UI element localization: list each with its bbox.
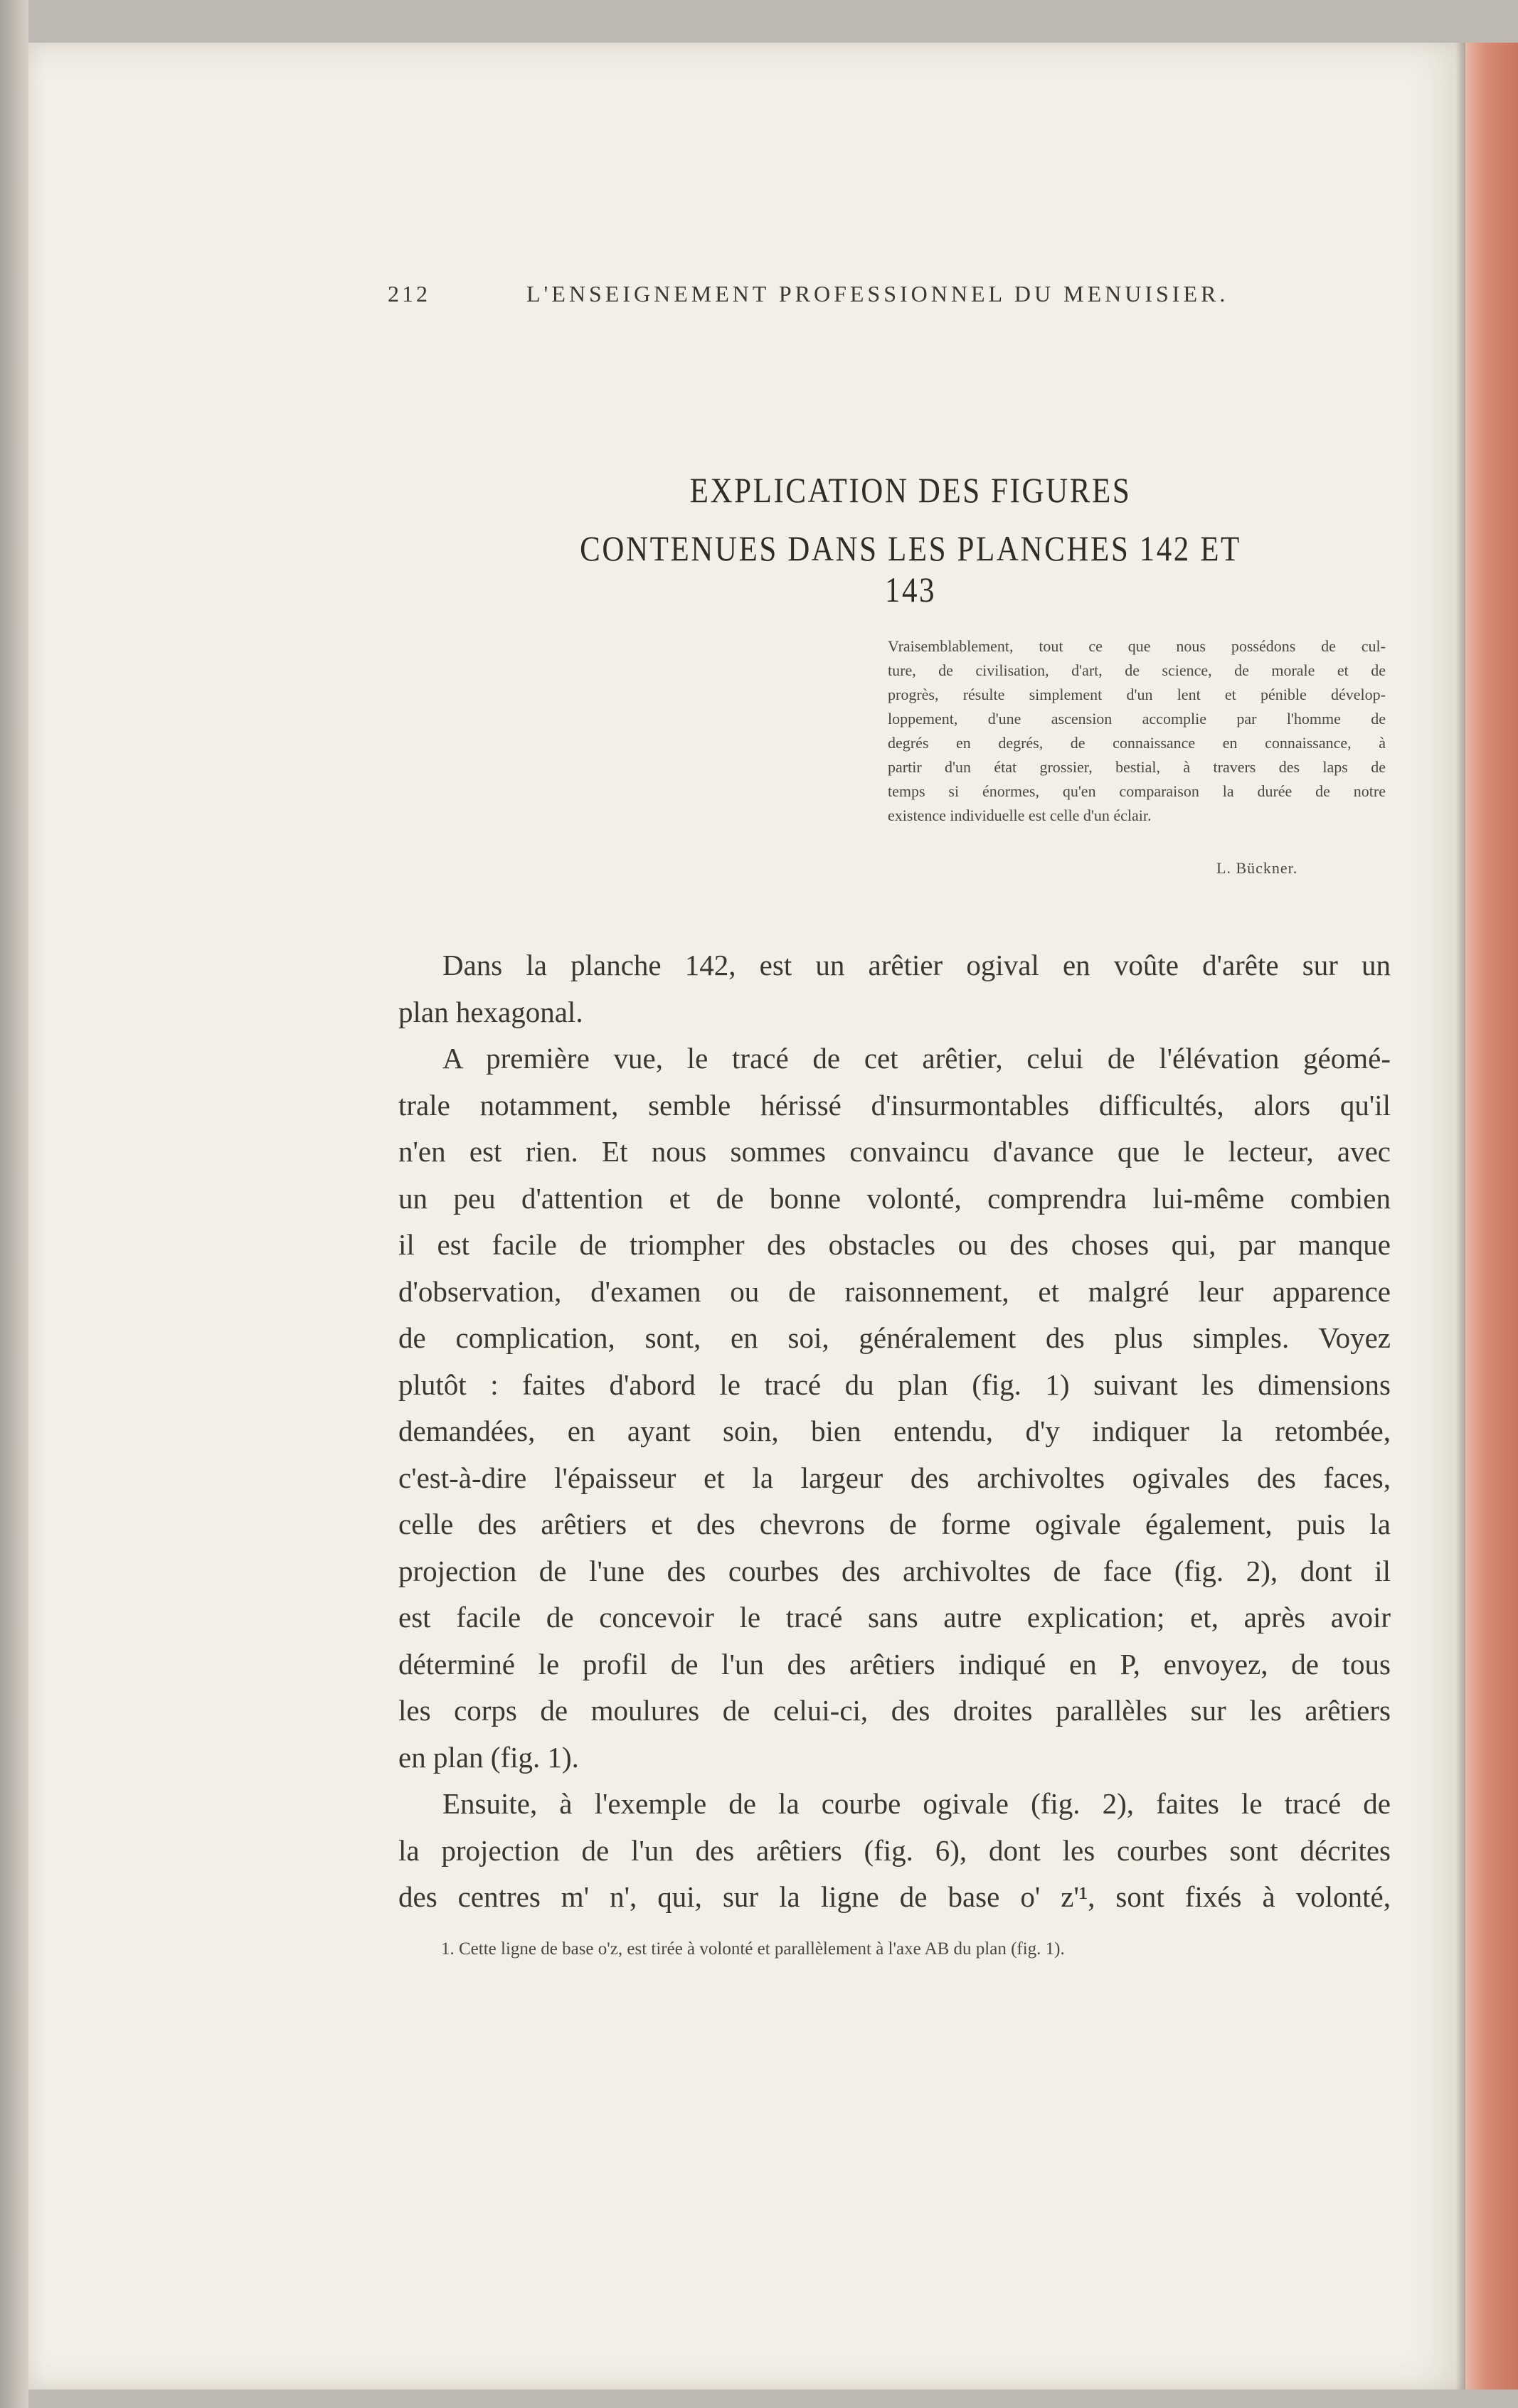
body-line: déterminé le profil de l'un des arêtiers indiqué en P, envoyez, de tous <box>398 1647 1391 1680</box>
body-line: celle des arêtiers et des chevrons de forme ogivale également, puis la <box>398 1508 1391 1540</box>
body-line: il est facile de triompher des obstacles ou des choses qui, par manque <box>398 1228 1391 1261</box>
body-line: la projection de l'un des arêtiers (fig. 6), dont les courbes sont décrites <box>398 1833 1391 1867</box>
body-text <box>398 942 1391 1921</box>
scan-left-edge <box>0 0 28 2408</box>
epigraph-line: temps si énormes, qu'en comparaison la durée de notre <box>888 782 1386 800</box>
body-line: des centres m' n', qui, sur la ligne de base o' z'¹, sont fixés à volonté, <box>398 1880 1391 1913</box>
running-title: L'ENSEIGNEMENT PROFESSIONNEL DU MENUISIER. <box>526 281 1229 307</box>
body-line: A première vue, le tracé de cet arêtier, celui de l'élévation géomé- <box>442 1042 1391 1075</box>
page-number: 212 <box>388 281 430 307</box>
body-line: d'observation, d'examen ou de raisonnement, et malgré leur apparence <box>398 1274 1391 1308</box>
body-line: n'en est rien. Et nous sommes convaincu d'avance que le lecteur, avec <box>398 1135 1391 1168</box>
body-line: trale notamment, semble hérissé d'insurmontables difficultés, alors qu'il <box>398 1088 1391 1122</box>
epigraph-author: L. Bückner. <box>1216 859 1298 877</box>
epigraph-line: ture, de civilisation, d'art, de science, de morale et de <box>888 661 1386 679</box>
epigraph <box>888 634 1386 828</box>
epigraph-line: Vraisemblablement, tout ce que nous possédons de cul- <box>888 637 1386 655</box>
body-line: est facile de concevoir le tracé sans autre explication; et, après avoir <box>398 1601 1391 1634</box>
epigraph-line: progrès, résulte simplement d'un lent et pénible dévelop- <box>888 686 1386 703</box>
epigraph-line: partir d'un état grossier, bestial, à travers des laps de <box>888 758 1386 776</box>
epigraph-line: existence individuelle est celle d'un éclair. <box>888 806 1152 824</box>
body-line: Dans la planche 142, est un arêtier ogival en voûte d'arête sur un <box>442 949 1391 981</box>
body-line: un peu d'attention et de bonne volonté, comprendra lui-même combien <box>398 1181 1391 1215</box>
body-line: c'est-à-dire l'épaisseur et la largeur des archivoltes ogivales des faces, <box>398 1461 1391 1494</box>
body-line: plan hexagonal. <box>398 995 583 1028</box>
epigraph-line: loppement, d'une ascension accomplie par l'homme de <box>888 710 1386 728</box>
body-line: Ensuite, à l'exemple de la courbe ogivale (fig. 2), faites le tracé de <box>442 1787 1391 1820</box>
section-title-line-1: EXPLICATION DES FIGURES <box>689 470 1132 510</box>
section-title-line-2: CONTENUES DANS LES PLANCHES 142 ET 143 <box>580 528 1241 609</box>
body-line: les corps de moulures de celui-ci, des droites parallèles sur les arêtiers <box>398 1694 1391 1727</box>
body-line: plutôt : faites d'abord le tracé du plan (fig. 1) suivant les dimensions <box>398 1368 1391 1401</box>
page-gutter-shadow <box>1455 43 1465 2390</box>
footnote: 1. Cette ligne de base o'z, est tirée à volonté et parallèlement à l'axe AB du plan (fig. 1). <box>441 1939 1065 1959</box>
body-line: demandées, en ayant soin, bien entendu, d'y indiquer la retombée, <box>398 1415 1391 1447</box>
epigraph-line: degrés en degrés, de connaissance en connaissance, à <box>888 734 1386 752</box>
book-cover-edge <box>1465 43 1518 2390</box>
body-line: en plan (fig. 1). <box>398 1740 579 1774</box>
body-line: projection de l'une des courbes des archivoltes de face (fig. 2), dont il <box>398 1554 1391 1587</box>
body-line: de complication, sont, en soi, généralement des plus simples. Voyez <box>398 1321 1391 1354</box>
